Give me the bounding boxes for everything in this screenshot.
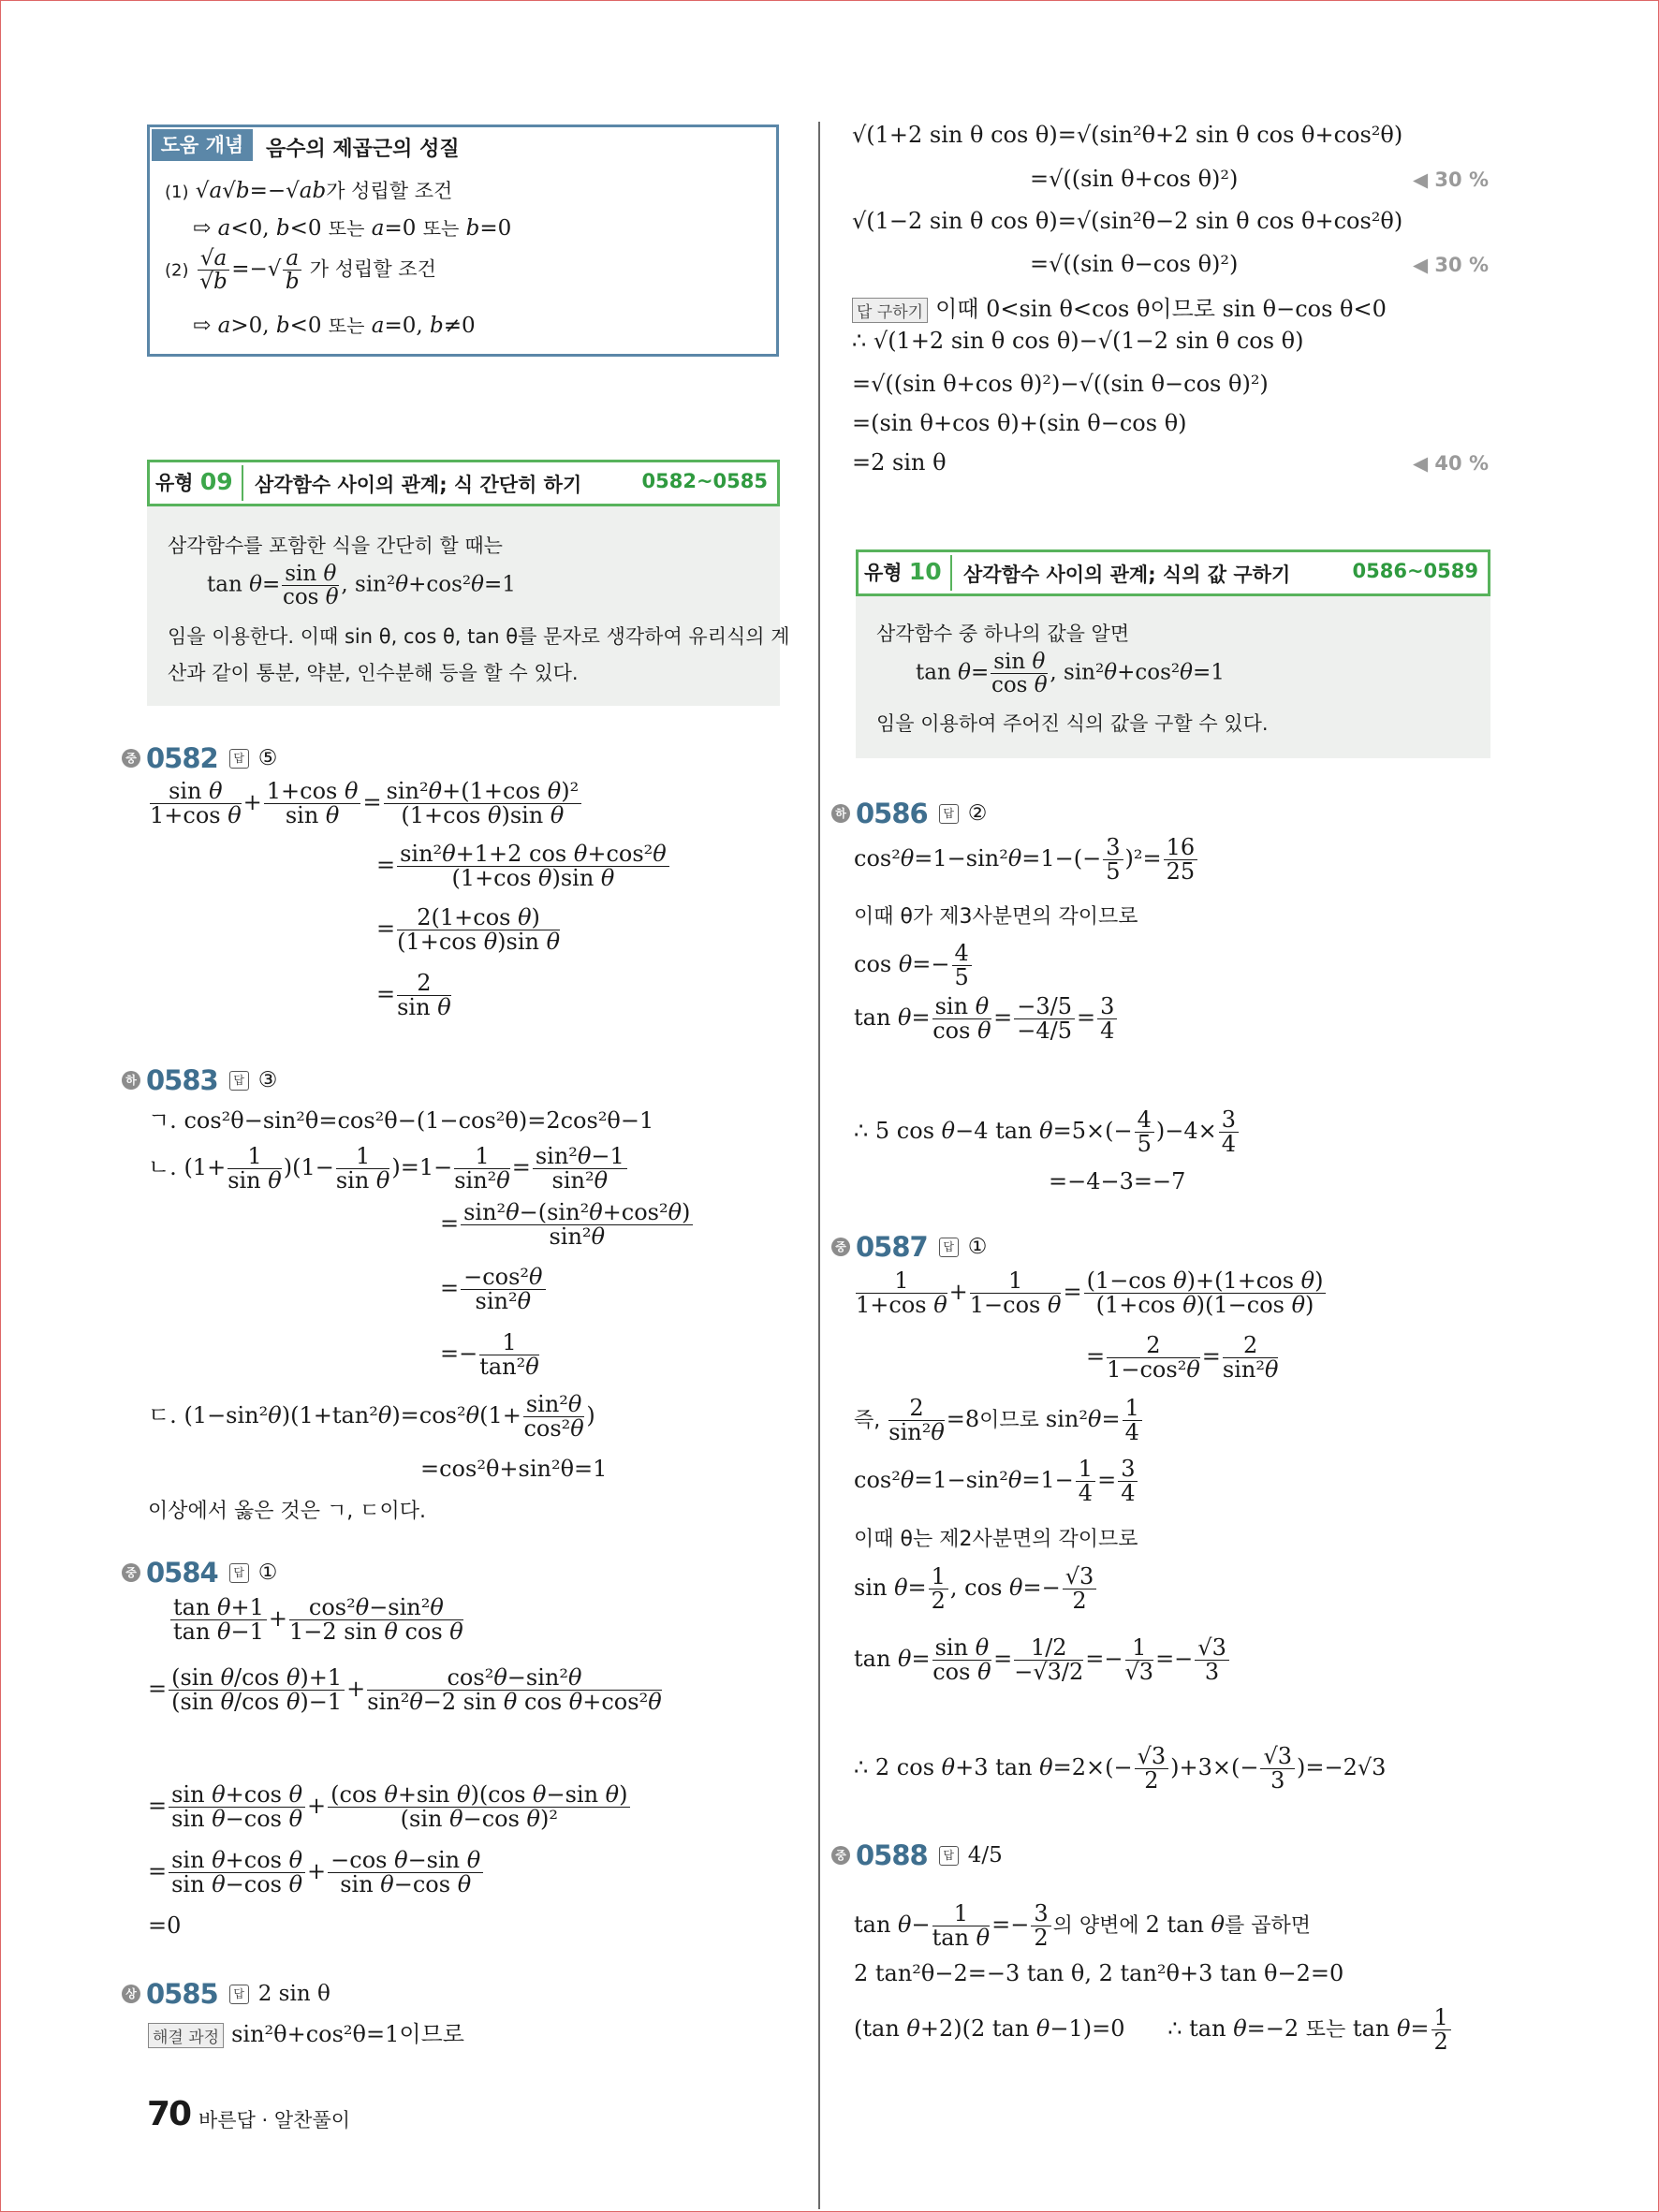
score-percent: ◀ 30 % xyxy=(1412,254,1489,276)
sol-0585-right-4: =√((sin θ−cos θ)²) xyxy=(1030,251,1239,277)
answer-icon: 답 xyxy=(229,1985,249,2004)
problem-answer: 2 sin θ xyxy=(257,1982,330,2006)
sol-0586-line-6: =−4−3=−7 xyxy=(1049,1168,1186,1194)
problem-number: 0583 xyxy=(146,1064,218,1096)
sol-0586-line-5: ∴ 5 cos θ−4 tan θ=5×(− $\frac{4}{5}$ )−4× $\frac{3}{4}$ xyxy=(854,1108,1241,1156)
type10-num: 10 xyxy=(908,558,942,585)
problem-0583-header xyxy=(122,1064,277,1096)
sol-0584-line-3: = $\frac{\text{sin θ+cos θ}}{\text{sin θ−cos θ}}$ + $\frac{\text{(cos θ+sin θ)(cos θ−sin θ)}}{\text{(sin θ−cos θ)²}}$ xyxy=(148,1783,632,1831)
problem-answer: ① xyxy=(257,1560,278,1585)
type09-range: 0582~0585 xyxy=(641,470,768,492)
level-badge: 상 xyxy=(122,1985,140,2003)
sol-0582-line-3: = $\frac{\text{2(1+cos θ)}}{\text{(1+cos θ)sin θ}}$ xyxy=(376,904,561,956)
column-divider xyxy=(818,122,820,2209)
problem-0585-header xyxy=(122,1978,330,2010)
footer-label: 바른답 · 알찬풀이 xyxy=(198,2109,351,2131)
sol-0587-line-1: $\frac{1}{\text{1+cos θ}}$ + $\frac{1}{\text{1−cos θ}}$ = $\frac{\text{(1−cos θ)+(1+cos θ)}}{\text{(1+cos θ)(1−cos θ)}}$ xyxy=(854,1269,1328,1317)
problem-0588-header xyxy=(831,1839,1003,1871)
problem-number: 0588 xyxy=(856,1839,928,1871)
problem-0584-header xyxy=(122,1557,277,1589)
problem-answer: 4/5 xyxy=(967,1843,1003,1868)
sol-0583-line-8: 이상에서 옳은 것은 ㄱ, ㄷ이다. xyxy=(148,1500,426,1523)
concept-item-2-cond: ⇨ a>0, b<0 또는 a=0, b≠0 xyxy=(193,314,476,338)
score-percent: ◀ 40 % xyxy=(1412,452,1489,475)
concept-item-1: (1) √a√b=−√ab가 성립할 조건 xyxy=(165,179,453,203)
sol-0587-line-3: 즉, $\frac{2}{\text{sin²θ}}$ =8이므로 sin²θ= $\frac{1}{4}$ xyxy=(854,1397,1144,1444)
level-badge: 하 xyxy=(122,1071,140,1090)
type09-num: 09 xyxy=(199,468,233,495)
concept-title: 음수의 제곱근의 성질 xyxy=(266,138,460,161)
type09-header xyxy=(147,460,780,506)
sol-0585-right-3: √(1−2 sin θ cos θ)=√(sin²θ−2 sin θ cos θ+cos²θ) xyxy=(852,208,1403,234)
sol-0584-line-4: = $\frac{\text{sin θ+cos θ}}{\text{sin θ−cos θ}}$ + $\frac{\text{−cos θ−sin θ}}{\text{sin θ−cos θ}}$ xyxy=(148,1849,485,1897)
sol-0583-line-6: ㄷ. (1−sin²θ)(1+tan²θ)=cos²θ(1+ $\frac{\text{sin²θ}}{\text{cos²θ}}$ ) xyxy=(148,1391,595,1443)
sol-0586-line-3: cos θ=− $\frac{4}{5}$ xyxy=(854,942,974,989)
type10-label: 유형 xyxy=(864,562,903,584)
sol-0585-right-1: √(1+2 sin θ cos θ)=√(sin²θ+2 sin θ cos θ+cos²θ) xyxy=(852,122,1403,148)
type09-line2: 임을 이용한다. 이때 sin θ, cos θ, tan θ를 문자로 생각하여 유리식의 계 xyxy=(168,625,790,648)
problem-answer: ① xyxy=(967,1235,988,1259)
sol-0586-line-1: cos²θ=1−sin²θ=1−(− $\frac{3}{5}$ )²= $\frac{16}{25}$ xyxy=(854,836,1199,884)
concept-item-2: (2) $\frac{√a}{√b}$ =−√ $\frac{a}{b}$ 가 성립할 조건 xyxy=(165,246,436,295)
sol-0583-line-3: = $\frac{\text{sin²θ−(sin²θ+cos²θ)}}{\text{sin²θ}}$ xyxy=(440,1201,695,1249)
sol-0582-line-2: = $\frac{\text{sin²θ+1+2 cos θ+cos²θ}}{\text{(1+cos θ)sin θ}}$ xyxy=(376,842,671,890)
type10-header xyxy=(856,549,1490,596)
sol-0583-line-1: ㄱ. cos²θ−sin²θ=cos²θ−(1−cos²θ)=2cos²θ−1 xyxy=(148,1107,654,1134)
sol-0585-right-7: =√((sin θ+cos θ)²)−√((sin θ−cos θ)²) xyxy=(852,371,1269,397)
sol-0584-line-2: = $\frac{\text{(sin θ/cos θ)+1}}{\text{(sin θ/cos θ)−1}}$ + $\frac{\text{cos²θ−sin²θ}}{\text{sin²θ−2 sin θ cos θ+cos²θ}}$ xyxy=(148,1664,662,1716)
sol-0582-line-1: $\frac{\text{sin θ}}{\text{1+cos θ}}$ + $\frac{\text{1+cos θ}}{\text{sin θ}}$ = $\frac{\text{sin²θ+(1+cos θ)²}}{\text{(1+cos θ)sin θ}}$ xyxy=(148,780,583,828)
sol-0584-line-1: $\frac{\text{tan θ+1}}{\text{tan θ−1}}$ + $\frac{\text{cos²θ−sin²θ}}{\text{1−2 sin θ cos θ}}$ xyxy=(169,1596,465,1644)
level-badge: 중 xyxy=(122,1563,140,1582)
problem-number: 0585 xyxy=(146,1978,218,2010)
sol-0586-line-2: 이때 θ가 제3사분면의 각이므로 xyxy=(854,905,1138,929)
problem-answer: ③ xyxy=(257,1068,278,1092)
step-tag: 답 구하기 xyxy=(852,298,928,323)
type09-body xyxy=(147,506,790,706)
level-badge: 중 xyxy=(831,1846,850,1865)
level-badge: 중 xyxy=(122,749,140,768)
sol-0587-line-5: 이때 θ는 제2사분면의 각이므로 xyxy=(854,1528,1138,1551)
type10-title: 삼각함수 사이의 관계; 식의 값 구하기 xyxy=(963,564,1291,586)
sol-0588-line-3: (tan θ+2)(2 tan θ−1)=0 ∴ tan θ=−2 또는 tan θ= $\frac{1}{2}$ xyxy=(854,2006,1453,2054)
sol-0582-line-4: = $\frac{2}{\text{sin θ}}$ xyxy=(376,970,451,1021)
answer-icon: 답 xyxy=(939,1238,959,1257)
answer-icon: 답 xyxy=(939,804,959,824)
answer-icon: 답 xyxy=(939,1846,959,1866)
sol-0584-line-5: =0 xyxy=(148,1912,182,1939)
sol-0585-right-9: =2 sin θ xyxy=(852,449,947,476)
sol-0585-right-6: ∴ √(1+2 sin θ cos θ)−√(1−2 sin θ cos θ) xyxy=(852,328,1304,354)
concept-item-1-cond: ⇨ a<0, b<0 또는 a=0 또는 b=0 xyxy=(193,216,512,241)
sol-0588-line-2: 2 tan²θ−2=−3 tan θ, 2 tan²θ+3 tan θ−2=0 xyxy=(854,1960,1344,1986)
answer-icon: 답 xyxy=(229,749,249,769)
sol-0587-line-4: cos²θ=1−sin²θ=1− $\frac{1}{4}$ = $\frac{3}{4}$ xyxy=(854,1458,1139,1505)
type10-formula: tan θ= $\frac{\text{sin θ}}{\text{cos θ}}$ , sin²θ+cos²θ=1 xyxy=(916,650,1225,698)
sol-0587-line-6: sin θ= $\frac{1}{2}$ , cos θ=− $\frac{√3}{2}$ xyxy=(854,1565,1098,1613)
type10-body xyxy=(856,596,1490,758)
sol-0585-right-8: =(sin θ+cos θ)+(sin θ−cos θ) xyxy=(852,410,1187,436)
type09-label: 유형 xyxy=(155,472,194,494)
answer-icon: 답 xyxy=(229,1071,249,1091)
sol-0587-line-8: ∴ 2 cos θ+3 tan θ=2×(− $\frac{√3}{2}$ )+3×(− $\frac{√3}{3}$ )=−2√3 xyxy=(854,1743,1387,1795)
sol-0588-line-1: tan θ− $\frac{1}{\text{tan θ}}$ =− $\frac{3}{2}$ 의 양변에 2 tan θ를 곱하면 xyxy=(854,1900,1312,1952)
sol-0583-line-5: =− $\frac{1}{\text{tan²θ}}$ xyxy=(440,1329,539,1381)
page-number: 70 xyxy=(147,2095,191,2133)
sol-0585-right-5: 답 구하기 이때 0<sin θ<cos θ이므로 sin θ−cos θ<0 xyxy=(852,290,1387,323)
type09-formula: tan θ= $\frac{\text{sin θ}}{\text{cos θ}}$ , sin²θ+cos²θ=1 xyxy=(207,562,516,610)
problem-0586-header xyxy=(831,798,987,829)
type10-line2: 임을 이용하여 주어진 식의 값을 구할 수 있다. xyxy=(876,712,1269,735)
sol-0583-line-4: = $\frac{\text{−cos²θ}}{\text{sin²θ}}$ xyxy=(440,1266,548,1313)
type10-intro: 삼각함수 중 하나의 값을 알면 xyxy=(876,623,1130,645)
concept-tag: 도움 개념 xyxy=(152,129,253,161)
score-percent: ◀ 30 % xyxy=(1412,168,1489,191)
level-badge: 중 xyxy=(831,1238,850,1256)
problem-answer: ② xyxy=(967,801,988,826)
sol-0583-line-7: =cos²θ+sin²θ=1 xyxy=(420,1456,608,1482)
sol-0585-step-1 xyxy=(148,2015,464,2048)
problem-0582-header xyxy=(122,742,277,774)
answer-icon: 답 xyxy=(229,1563,249,1583)
step-tag: 해결 과정 xyxy=(148,2023,224,2048)
sol-0587-line-2: = $\frac{2}{\text{1−cos²θ}}$ = $\frac{2}{\text{sin²θ}}$ xyxy=(1086,1332,1279,1384)
problem-number: 0587 xyxy=(856,1231,928,1263)
level-badge: 하 xyxy=(831,804,850,823)
problem-number: 0586 xyxy=(856,798,928,829)
step-text: sin²θ+cos²θ=1이므로 xyxy=(231,2021,464,2047)
problem-answer: ⑤ xyxy=(257,746,278,770)
sol-0587-line-7: tan θ= $\frac{\text{sin θ}}{\text{cos θ}}$ = $\frac{1/2}{-√3/2}$ =− $\frac{1}{√3}$ =− $\frac{√3}{3}$ xyxy=(854,1636,1231,1684)
concept-box xyxy=(147,125,779,357)
sol-0586-line-4: tan θ= $\frac{\text{sin θ}}{\text{cos θ}}$ = $\frac{-3/5}{-4/5}$ = $\frac{3}{4}$ xyxy=(854,995,1119,1043)
type09-line3: 산과 같이 통분, 약분, 인수분해 등을 할 수 있다. xyxy=(168,662,579,684)
problem-0587-header xyxy=(831,1231,987,1263)
sol-0585-right-2: =√((sin θ+cos θ)²) xyxy=(1030,166,1239,192)
problem-number: 0584 xyxy=(146,1557,218,1589)
type10-range: 0586~0589 xyxy=(1352,560,1478,582)
type09-title: 삼각함수 사이의 관계; 식 간단히 하기 xyxy=(255,474,582,496)
sol-0583-line-2: ㄴ. (1+ $\frac{1}{\text{sin θ}}$ )(1− $\frac{1}{\text{sin θ}}$ )=1− $\frac{1}{\text{sin²θ}}$ = $\frac{\text{sin²θ−1}}{\text{sin²θ}}$ xyxy=(148,1145,629,1193)
type09-intro: 삼각함수를 포함한 식을 간단히 할 때는 xyxy=(168,535,503,557)
problem-number: 0582 xyxy=(146,742,218,774)
